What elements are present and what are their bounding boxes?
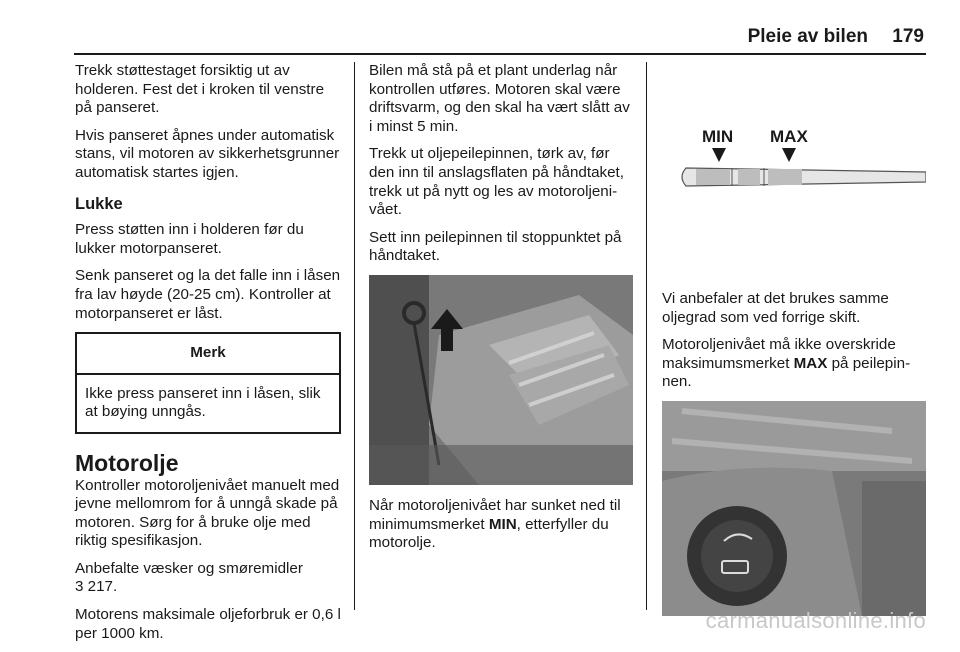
oil-filler-cap-photo <box>662 401 926 616</box>
paragraph: Trekk støttestaget forsiktig ut av holderen. Fest det i kroken til venstre på panseret. <box>75 62 325 117</box>
paragraph-text: Anbefalte væsker og smøremidler <box>75 559 303 577</box>
paragraph: Sett inn peilepinnen til stoppunktet på håndtaket. <box>369 228 622 265</box>
paragraph: Kontroller motoroljenivået manuelt med jevne mellomrom for å unngå skade på motoren. Sørg for å bruke olje med riktig spesifikasjon. <box>75 476 340 550</box>
engine-bay-photo <box>369 275 633 485</box>
note-box <box>75 332 341 434</box>
paragraph: Trekk ut oljepeilepinnen, tørk av, før den inn til anslagsflaten på håndtaket, trekk ut på nytt og les av motoroljenivået. <box>369 145 624 219</box>
dipstick-diagram <box>662 62 926 272</box>
column-3 <box>662 62 926 616</box>
header-rule <box>74 53 926 55</box>
column-2 <box>369 62 633 562</box>
paragraph <box>75 560 341 597</box>
paragraph-text: Motoroljenivået må ikke overskride maksimumsmerket <box>662 336 896 372</box>
paragraph: Motorens maksimale oljeforbruk er 0,6 l per 1000 km. <box>75 606 341 642</box>
min-label: MIN <box>488 515 517 533</box>
note-body: Ikke press panseret inn i låsen, slik at bøying unngås. <box>85 384 321 421</box>
heading-motorolje: Motorolje <box>75 449 179 476</box>
page-header <box>0 0 960 54</box>
heading-lukke: Lukke <box>75 194 123 213</box>
paragraph: Bilen må stå på et plant underlag når kontrollen utføres. Motoren skal være driftsvarm, og den skal ha vært slått av i minst 5 min. <box>369 62 630 135</box>
max-label: MAX <box>793 354 828 372</box>
paragraph-text: Når motoroljenivået har sunket ned til minimumsmerket <box>369 496 621 533</box>
page-reference-link[interactable]: 3 217. <box>75 578 118 596</box>
paragraph: Vi anbefaler at det brukes samme oljegrad som ved forrige skift. <box>662 290 889 326</box>
column-1 <box>75 62 341 652</box>
page-number: 179 <box>892 26 924 47</box>
paragraph-text: , etterfyller du motorolje. <box>369 515 609 552</box>
dipstick-max-label: MAX <box>770 127 808 146</box>
paragraph-text: på peilepinnen. <box>662 354 911 391</box>
watermark: carmanualsonline.info <box>705 608 926 633</box>
column-divider <box>354 62 355 610</box>
paragraph: Hvis panseret åpnes under automatisk stans, vil motoren av sikkerhetsgrunner automatisk startes igjen. <box>75 126 340 181</box>
paragraph <box>369 497 633 553</box>
note-title: Merk <box>77 334 339 375</box>
column-divider <box>646 62 647 610</box>
paragraph: Senk panseret og la det falle inn i låsen fra lav høyde (20-25 cm). Kontroller at motorpanseret er låst. <box>75 267 341 322</box>
section-title: Pleie av bilen <box>747 26 868 47</box>
paragraph: Press støtten inn i holderen før du lukker motorpanseret. <box>75 221 304 257</box>
dipstick-min-label: MIN <box>702 127 734 146</box>
paragraph <box>662 336 926 392</box>
